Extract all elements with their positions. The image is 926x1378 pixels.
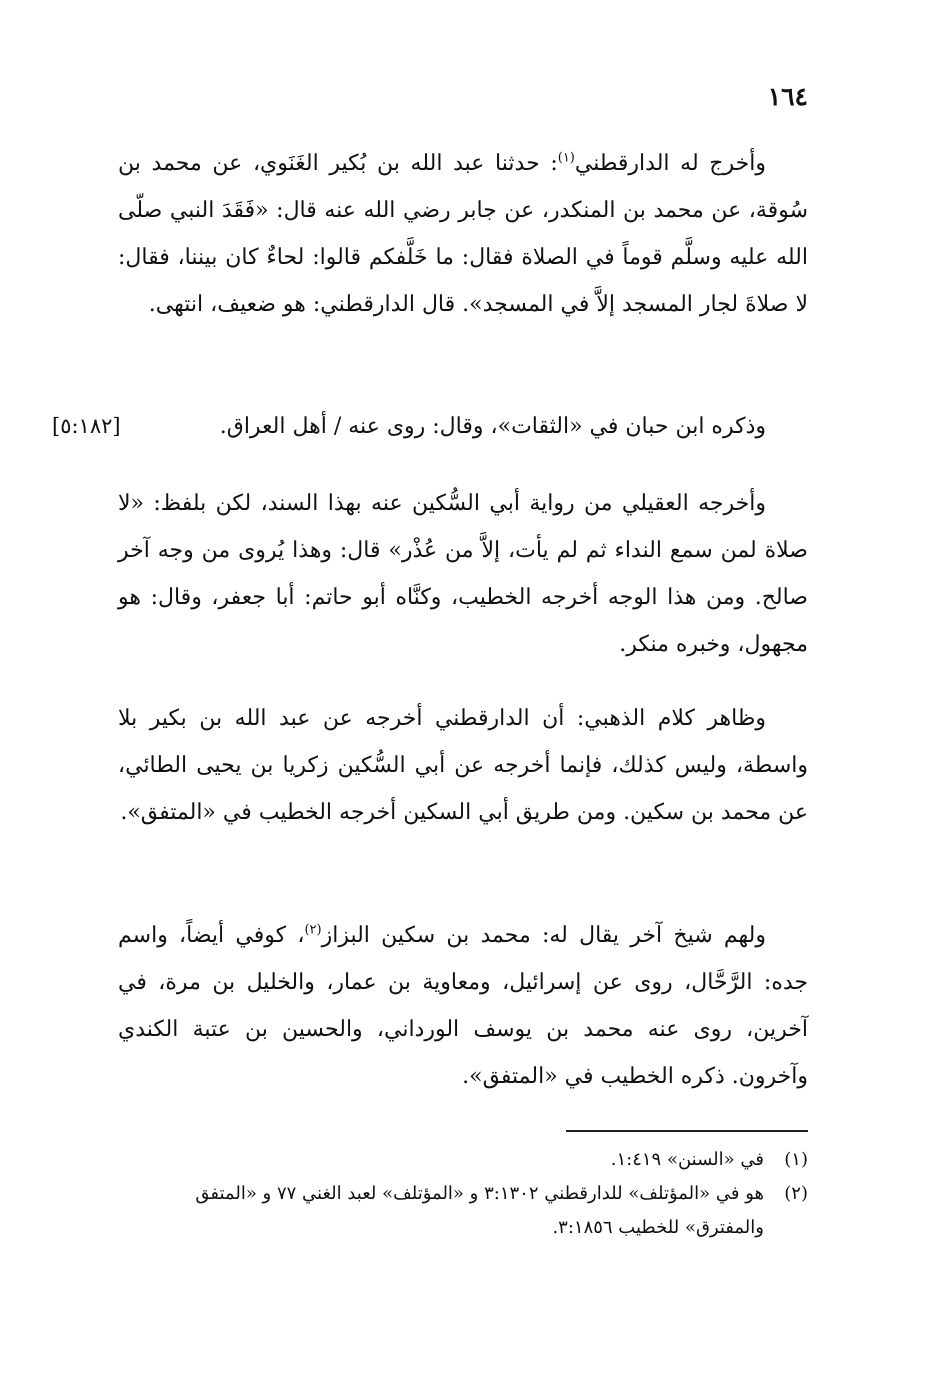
- paragraph-text: : حدثنا عبد الله بن بُكير الغَنَوي، عن محمد بن سُوقة، عن محمد بن المنكدر، عن جابر رضي الله عنه قال: «فَقَدَ النبي صلّى الله عليه وسلَّم قوماً في الصلاة فقال: ما خَلَّفكم قالوا: لحاءٌ كان بيننا، فقال: لا صلاةَ لجار المسجد إلاَّ في المسجد». قال الدارقطني: هو ضعيف، انتهى.: [118, 151, 808, 317]
- footnote-divider: [566, 1130, 808, 1132]
- paragraph-text: ولهم شيخ آخر يقال له: محمد بن سكين البزاز: [321, 923, 767, 948]
- paragraph-uqayli: [118, 480, 808, 668]
- paragraph-text: وظاهر كلام الذهبي: أن الدارقطني أخرجه عن عبد الله بن بكير بلا واسطة، وليس كذلك، فإنما أخرجه عن أبي السُّكين زكريا بن يحيى الطائي، عن محمد بن سكين. ومن طريق أبي السكين أخرجه الخطيب في «المتفق».: [118, 706, 808, 825]
- volume-page-marker: [٥:١٨٢]: [52, 414, 121, 438]
- footnote-text: في «السنن» ١:٤١٩.: [610, 1149, 764, 1170]
- footnote-1: [78, 1143, 808, 1177]
- footnote-ref[interactable]: (٢): [304, 922, 322, 938]
- paragraph-ibn-hibban: [118, 403, 808, 450]
- paragraph-text: ، كوفي أيضاً، واسم جده: الرَّحَّال، روى عن إسرائيل، ومعاوية بن عمار، والخليل بن مرة، في آخرين، روى عنه محمد بن يوسف الورداني، والحسين بن عتبة الكندي وآخرون. ذكره الخطيب في «المتفق».: [118, 923, 809, 1089]
- paragraph-text: وأخرج له الدارقطني: [574, 151, 766, 176]
- footnote-text-continuation: والمفترق» للخطيب ٣:١٨٥٦.: [552, 1217, 764, 1238]
- paragraph-text: وذكره ابن حبان في «الثقات»، وقال: روى عنه / أهل العراق.: [219, 414, 766, 439]
- footnotes: [78, 1143, 808, 1245]
- footnote-ref[interactable]: (١): [557, 150, 575, 166]
- paragraph-bazzaz: [118, 912, 808, 1100]
- page-number: ١٦٤: [767, 82, 808, 111]
- footnote-number: (٢): [784, 1183, 808, 1204]
- footnote-2: [78, 1177, 808, 1245]
- footnote-number: (١): [784, 1149, 808, 1170]
- footnote-text: هو في «المؤتلف» للدارقطني ٣:١٣٠٢ و «المؤتلف» لعبد الغني ٧٧ و «المتفق: [195, 1183, 764, 1204]
- paragraph-daraqutni: [118, 140, 808, 328]
- paragraph-text: وأخرجه العقيلي من رواية أبي السُّكين عنه بهذا السند، لكن بلفظ: «لا صلاة لمن سمع النداء ثم لم يأت، إلاَّ من عُذْر» قال: وهذا يُروى من وجه آخر صالح. ومن هذا الوجه أخرجه الخطيب، وكنَّاه أبو حاتم: أبا جعفر، وقال: هو مجهول، وخبره منكر.: [118, 491, 808, 657]
- paragraph-dhahabi: [118, 695, 808, 836]
